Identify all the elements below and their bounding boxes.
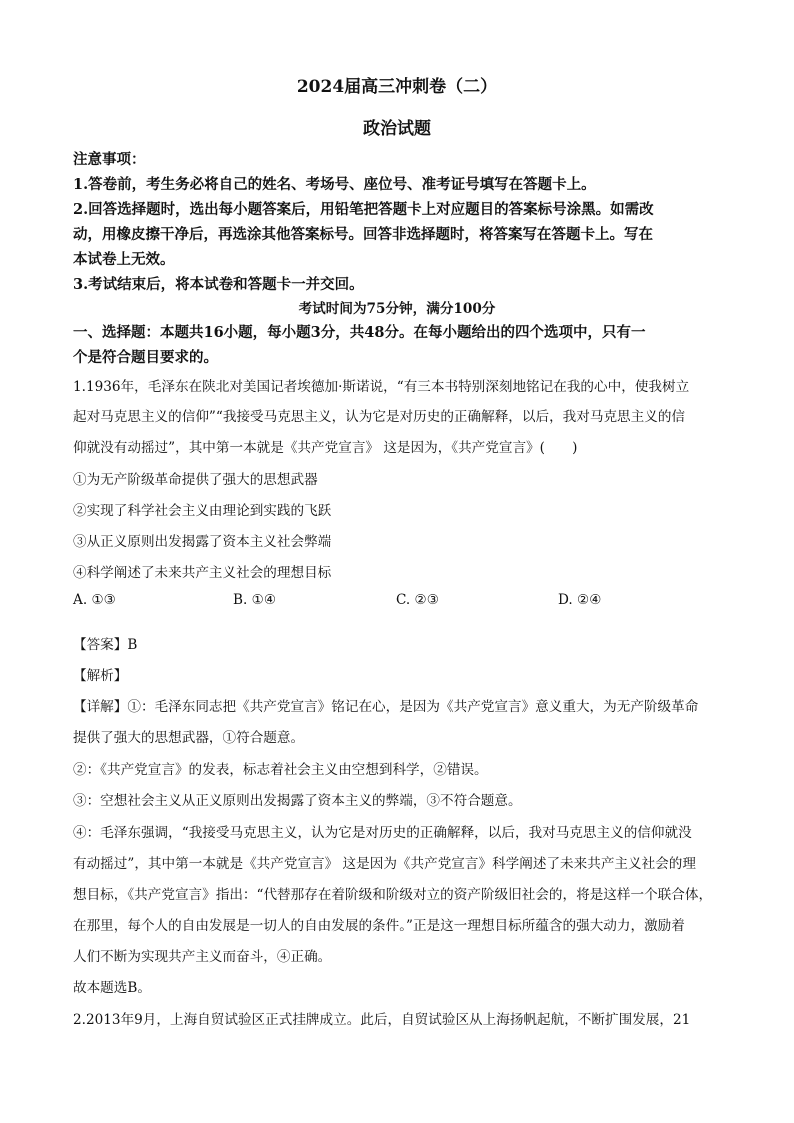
notice-heading: 注意事项： bbox=[73, 151, 146, 168]
notice-line: 1.答卷前，考生务必将自己的姓名、考场号、座位号、准考证号填写在答题卡上。 bbox=[73, 176, 596, 193]
notice-line: 3.考试结束后，将本试卷和答题卡一并交回。 bbox=[73, 276, 364, 293]
notice-line: 动，用橡皮擦干净后，再选涂其他答案标号。回答非选择题时，将答案写在答题卡上。写在 bbox=[73, 226, 653, 243]
q1-analysis-line: 有动摇过”，其中第一本就是《共产党宣言》 这是因为《共产党宣言》科学阐述了未来共产主义社会的理 bbox=[73, 856, 696, 872]
q1-analysis-line: 想目标，《共产党宣言》指出：“代替那存在着阶级和阶级对立的资产阶级旧社会的，将是这样一个联合体， bbox=[73, 887, 713, 903]
q1-item: ②实现了科学社会主义由理论到实践的飞跃 bbox=[73, 503, 332, 519]
notice-line: 本试卷上无效。 bbox=[73, 251, 175, 268]
q1-analysis-line: ②：《共产党宣言》的发表，标志着社会主义由空想到科学，②错误。 bbox=[73, 762, 488, 778]
q1-option-b: B. ①④ bbox=[233, 592, 277, 608]
q1-stem: 1.1936年，毛泽东在陕北对美国记者埃德加·斯诺说，“有三本书特别深刻地铭记在我的心中，使我树立 bbox=[73, 379, 690, 395]
page-title: 2024届高三冲刺卷（二） bbox=[296, 77, 498, 97]
q1-analysis-line: 在那里，每个人的自由发展是一切人的自由发展的条件。”正是这一理想目标所蕴含的强大动力，激励着 bbox=[73, 918, 685, 934]
q1-option-d: D. ②④ bbox=[558, 592, 602, 608]
notice-line: 2.回答选择题时，选出每小题答案后，用铅笔把答题卡上对应题目的答案标号涂黑。如需改 bbox=[73, 201, 654, 218]
q1-stem: 仰就没有动摇过”，其中第一本就是《共产党宣言》 这是因为，《共产党宣言》( ) bbox=[73, 440, 578, 456]
page-subtitle: 政治试题 bbox=[363, 119, 431, 139]
q1-analysis-line: ④：毛泽东强调，“我接受马克思主义，认为它是对历史的正确解释，以后，我对马克思主义的信仰就没 bbox=[73, 825, 692, 841]
section-heading: 一、选择题：本题共16小题，每小题3分，共48分。在每小题给出的四个选项中，只有一 bbox=[73, 324, 646, 341]
q1-answer: 【答案】B bbox=[73, 637, 138, 653]
q1-analysis-heading: 【解析】 bbox=[73, 668, 128, 684]
exam-info: 考试时间为75分钟，满分100分 bbox=[298, 301, 496, 317]
q1-option-a: A. ①③ bbox=[73, 592, 116, 608]
q1-stem: 起对马克思主义的信仰”“我接受马克思主义，认为它是对历史的正确解释，以后，我对马克思主义的信 bbox=[73, 409, 686, 425]
q1-analysis-line: ③：空想社会主义从正义原则出发揭露了资本主义的弊端，③不符合题意。 bbox=[73, 793, 522, 809]
q2-stem: 2.2013年9月，上海自贸试验区正式挂牌成立。此后，自贸试验区从上海扬帆起航，不断扩围发展，21 bbox=[73, 1012, 691, 1028]
q1-analysis-line: 故本题选B。 bbox=[73, 980, 151, 996]
q1-analysis-line: 提供了强大的思想武器，①符合题意。 bbox=[73, 730, 305, 746]
q1-analysis-line: 【详解】①：毛泽东同志把《共产党宣言》铭记在心，是因为《共产党宣言》意义重大，为无产阶级革命 bbox=[73, 699, 699, 715]
q1-option-c: C. ②③ bbox=[396, 592, 439, 608]
q1-item: ④科学阐述了未来共产主义社会的理想目标 bbox=[73, 565, 332, 581]
section-heading: 个是符合题目要求的。 bbox=[73, 349, 218, 366]
q1-analysis-line: 人们不断为实现共产主义而奋斗，④正确。 bbox=[73, 949, 332, 965]
q1-item: ③从正义原则出发揭露了资本主义社会弊端 bbox=[73, 534, 332, 550]
q1-item: ①为无产阶级革命提供了强大的思想武器 bbox=[73, 472, 318, 488]
